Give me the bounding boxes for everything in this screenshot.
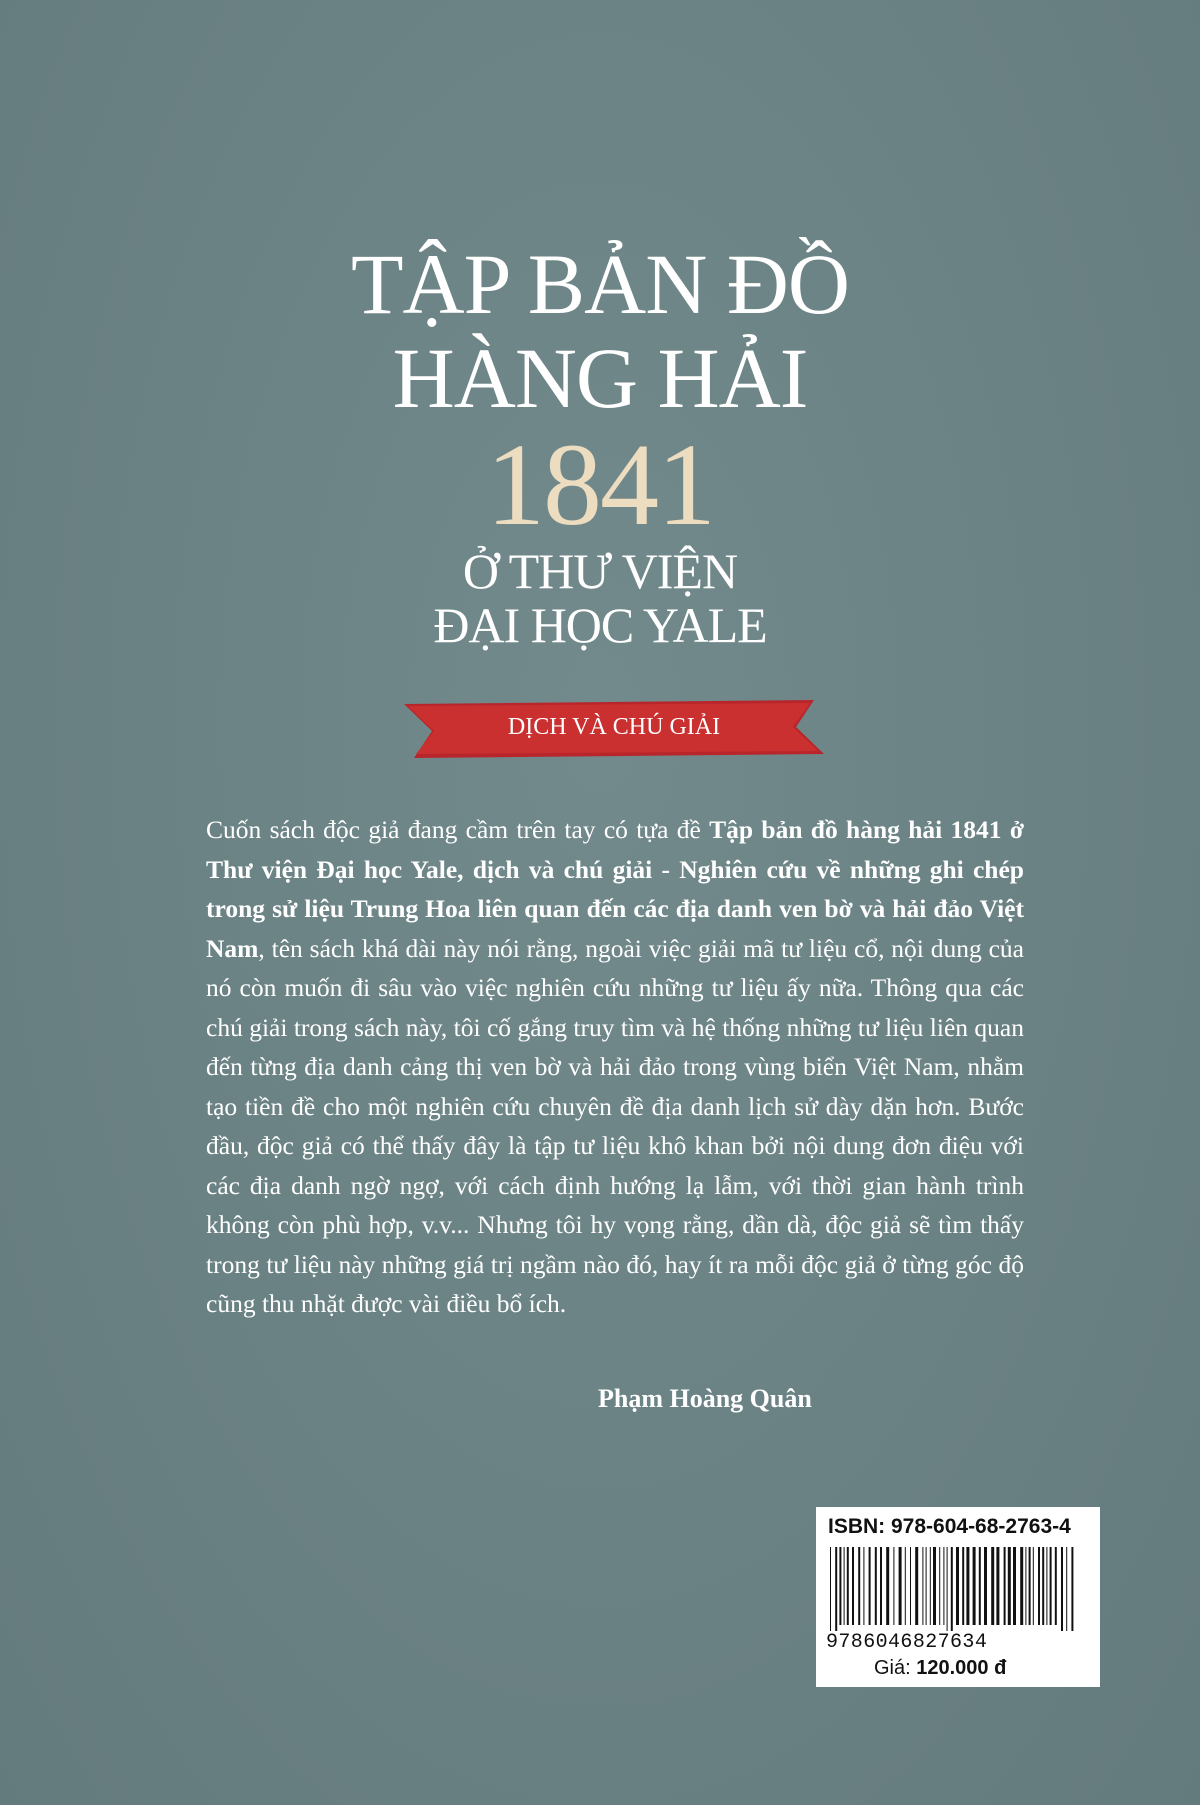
barcode-bar [847, 1547, 849, 1625]
barcode-bar [1061, 1547, 1063, 1631]
isbn-text: ISBN: 978-604-68-2763-4 [828, 1515, 1071, 1538]
subtitle-line-1: Ở THƯ VIỆN [462, 543, 738, 599]
barcode-bar [905, 1547, 906, 1625]
barcode-bar [973, 1547, 976, 1625]
barcode-bar [1004, 1547, 1006, 1625]
ribbon-banner [404, 700, 824, 758]
barcode-bar [984, 1547, 987, 1625]
barcode-bar [893, 1547, 894, 1625]
barcode-bar [1008, 1547, 1011, 1625]
barcode-bar [852, 1547, 854, 1625]
barcode-bar [1013, 1547, 1016, 1625]
author-name: Phạm Hoàng Quân [598, 1384, 812, 1413]
barcode-bar [844, 1547, 845, 1625]
title-line-2: HÀNG HẢI [392, 330, 808, 426]
barcode-bar [1025, 1547, 1026, 1625]
barcode-bar [966, 1547, 969, 1625]
price-text [874, 1657, 1006, 1680]
barcode-bar [886, 1547, 889, 1625]
barcode-bar [951, 1547, 953, 1631]
barcode-bar [1042, 1547, 1044, 1625]
barcode-bar [1033, 1547, 1034, 1625]
barcode-bar [1071, 1547, 1073, 1631]
barcode-bar [1050, 1547, 1052, 1625]
barcode-bar [1055, 1547, 1057, 1625]
barcode-bar [839, 1547, 841, 1625]
barcode-bar [863, 1547, 864, 1625]
barcode-bar [991, 1547, 994, 1625]
price-label: Giá: [874, 1657, 917, 1679]
barcode-bar [899, 1547, 902, 1625]
subtitle-line-2: ĐẠI HỌC YALE [433, 597, 767, 653]
barcode-bar [943, 1547, 944, 1625]
barcode-bar [880, 1547, 882, 1625]
barcode-bar [962, 1547, 964, 1625]
barcode-bar [1066, 1547, 1067, 1631]
blurb-intro: Cuốn sách độc giả đang cầm trên tay có tựa đề [206, 815, 710, 844]
barcode-bar [875, 1547, 877, 1625]
blurb-bold-title: Tập bản đồ hàng hải 1841 ở Thư viện Đại học Yale, dịch và chú giải - Nghiên cứu về những ghi chép trong sử liệu Trung Hoa liên quan đến các địa danh ven bờ và hải đảo Việt Nam [206, 815, 1024, 963]
barcode-bar [830, 1547, 831, 1631]
barcode-bar [939, 1547, 940, 1625]
barcode-bar [930, 1547, 931, 1625]
blurb-paragraph [206, 810, 1024, 1324]
blurb-rest: , tên sách khá dài này nói rằng, ngoài việc giải mã tư liệu cổ, nội dung của nó còn muốn đi sâu vào việc nghiên cứu những tư liệu ấy nữa. Thông qua các chú giải trong sách này, tôi cố gắng truy tìm và hệ thống những tư liệu liên quan đến từng địa danh cảng thị ven bờ và hải đảo trong vùng biển Việt Nam, nhằm tạo tiền đề cho một nghiên cứu chuyên đề địa danh lịch sử dày dặn hơn. Bước đầu, độc giả có thể thấy đây là tập tư liệu khô khan bởi nội dung đơn điệu với các địa danh ngờ ngợ, với cách định hướng lạ lẫm, với thời gian hành trình không còn phù hợp, v.v... Nhưng tôi hy vọng rằng, dần dà, độc giả sẽ tìm thấy trong tư liệu này những giá trị ngầm nào đó, hay ít ra mỗi độc giả ở từng góc độ cũng thu nhặt được vài điều bổ ích. [206, 933, 1024, 1318]
barcode-bar [910, 1547, 911, 1625]
barcode-bar [947, 1547, 948, 1631]
barcode-bar [956, 1547, 959, 1625]
barcode-bar [915, 1547, 918, 1625]
barcode-bars [826, 1547, 1090, 1631]
ribbon-label: DỊCH VÀ CHÚ GIẢI [507, 714, 721, 740]
barcode-bar [1029, 1547, 1031, 1625]
barcode-bar [835, 1547, 837, 1631]
barcode-bar [1046, 1547, 1047, 1625]
barcode-bar [922, 1547, 923, 1625]
barcode-bar [858, 1547, 860, 1625]
barcode-bar [933, 1547, 936, 1625]
title-year: 1841 [486, 419, 714, 550]
barcode-bar [979, 1547, 981, 1625]
barcode-bar [996, 1547, 999, 1625]
barcode-bar [926, 1547, 927, 1625]
barcode-bar [869, 1547, 871, 1625]
title-line-1: TẬP BẢN ĐỒ [350, 236, 850, 332]
barcode-bar [1038, 1547, 1040, 1625]
barcode-label [816, 1507, 1100, 1687]
barcode-bar [1020, 1547, 1023, 1625]
barcode-digits: 9786046827634 [826, 1631, 988, 1654]
title-block [0, 238, 1200, 652]
price-value: 120.000 đ [916, 1657, 1007, 1679]
